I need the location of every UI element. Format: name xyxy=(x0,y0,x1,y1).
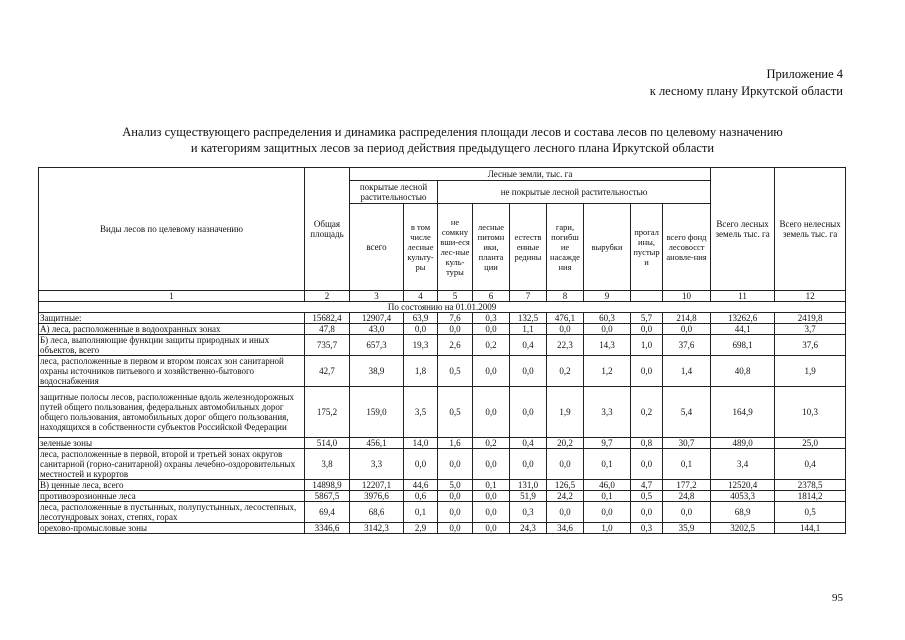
table-cell: 24,2 xyxy=(547,491,584,502)
table-cell: 3346,6 xyxy=(305,523,350,534)
title-line-2: и категориям защитных лесов за период действия предыдущего лесного плана Иркутской области xyxy=(190,141,715,155)
table-cell: 3,7 xyxy=(775,324,846,335)
table-cell: 0,0 xyxy=(473,491,510,502)
appendix-subtitle: к лесному плану Иркутской области xyxy=(649,84,843,98)
table-cell: 0,0 xyxy=(631,502,663,523)
section-title: По состоянию на 01.01.2009 xyxy=(39,302,846,313)
table-row xyxy=(39,523,846,534)
table-cell: 68,9 xyxy=(711,502,775,523)
table-cell: 5,0 xyxy=(438,480,473,491)
appendix-header xyxy=(650,66,843,100)
table-cell: 5,7 xyxy=(631,313,663,324)
table-cell: 0,1 xyxy=(473,480,510,491)
table-row xyxy=(39,356,846,387)
table-cell: 12520,4 xyxy=(711,480,775,491)
table-cell: 0,5 xyxy=(438,387,473,438)
table-cell: 456,1 xyxy=(350,438,404,449)
table-cell: 0,0 xyxy=(547,324,584,335)
table-cell: 175,2 xyxy=(305,387,350,438)
table-cell: 1,1 xyxy=(510,324,547,335)
table-row xyxy=(39,491,846,502)
table-cell: 3,4 xyxy=(711,449,775,480)
row-label: защитные полосы лесов, расположенные вдоль железнодорожных путей общего пользования, федеральных автомобильных дорог общего пользования, автомобильных дорог общего пользования, находящихся в собственности субъектов Российской Федерации xyxy=(39,387,305,438)
table-cell: 0,0 xyxy=(510,449,547,480)
table-cell: 0,0 xyxy=(631,449,663,480)
table-cell: 3142,3 xyxy=(350,523,404,534)
table-cell: 0,0 xyxy=(438,502,473,523)
table-cell: 0,5 xyxy=(438,356,473,387)
table-cell: 0,0 xyxy=(473,387,510,438)
table-cell: 0,2 xyxy=(547,356,584,387)
column-number: 8 xyxy=(547,291,584,302)
table-cell: 14898,9 xyxy=(305,480,350,491)
table-cell: 40,8 xyxy=(711,356,775,387)
table-cell: 38,9 xyxy=(350,356,404,387)
table-cell: 47,8 xyxy=(305,324,350,335)
row-label: леса, расположенные в первой, второй и третьей зонах округов санитарной (горно-санитарной) охраны лечебно-оздоровительных местностей и курортов xyxy=(39,449,305,480)
table-cell: 1,8 xyxy=(404,356,438,387)
table-row xyxy=(39,480,846,491)
column-number: 4 xyxy=(404,291,438,302)
table-cell: 164,9 xyxy=(711,387,775,438)
table-cell: 0,0 xyxy=(584,502,631,523)
table-cell: 1,9 xyxy=(547,387,584,438)
table-cell: 0,2 xyxy=(631,387,663,438)
table-cell: 37,6 xyxy=(663,335,711,356)
row-label: орехово-промысловые зоны xyxy=(39,523,305,534)
table-cell: 3,3 xyxy=(350,449,404,480)
table-cell: 13262,6 xyxy=(711,313,775,324)
table-cell: 0,1 xyxy=(663,449,711,480)
table-cell: 131,0 xyxy=(510,480,547,491)
table-cell: 4053,3 xyxy=(711,491,775,502)
table-cell: 0,4 xyxy=(775,449,846,480)
table-cell: 0,3 xyxy=(473,313,510,324)
table-cell: 22,3 xyxy=(547,335,584,356)
table-cell: 0,0 xyxy=(438,523,473,534)
table-row xyxy=(39,502,846,523)
column-number xyxy=(631,291,663,302)
column-number: 5 xyxy=(438,291,473,302)
table-cell: 132,5 xyxy=(510,313,547,324)
table-cell: 2,6 xyxy=(438,335,473,356)
table-body xyxy=(39,291,846,534)
table-cell: 5867,5 xyxy=(305,491,350,502)
column-number: 2 xyxy=(305,291,350,302)
table-cell: 10,3 xyxy=(775,387,846,438)
table-row xyxy=(39,449,846,480)
table-cell: 69,4 xyxy=(305,502,350,523)
table-cell: 0,0 xyxy=(547,502,584,523)
table-cell: 25,0 xyxy=(775,438,846,449)
row-label: леса, расположенные в пустынных, полупустынных, лесостепных, лесотундровых зонах, степях, горах xyxy=(39,502,305,523)
table-cell: 0,1 xyxy=(584,449,631,480)
column-number: 1 xyxy=(39,291,305,302)
header-covered: покрытые лесной растительностью xyxy=(350,181,438,204)
table-cell: 0,0 xyxy=(510,387,547,438)
table-cell: 735,7 xyxy=(305,335,350,356)
appendix-number: Приложение 4 xyxy=(766,67,843,81)
table-cell: 44,1 xyxy=(711,324,775,335)
header-cuttings: вырубки xyxy=(584,204,631,291)
table-cell: 0,0 xyxy=(473,523,510,534)
header-forest-cultures: в том числе лесные культу-ры xyxy=(404,204,438,291)
table-row xyxy=(39,335,846,356)
table-cell: 0,0 xyxy=(547,449,584,480)
table-cell: 698,1 xyxy=(711,335,775,356)
document-title xyxy=(0,124,905,156)
table-cell: 3,3 xyxy=(584,387,631,438)
table-cell: 60,3 xyxy=(584,313,631,324)
table-cell: 12207,1 xyxy=(350,480,404,491)
header-nonforest-lands-total: Всего нелесных земель тыс. га xyxy=(775,168,846,291)
table-cell: 0,0 xyxy=(404,449,438,480)
column-number: 9 xyxy=(584,291,631,302)
table-cell: 14,3 xyxy=(584,335,631,356)
table-cell: 34,6 xyxy=(547,523,584,534)
table-cell: 0,4 xyxy=(510,438,547,449)
table-cell: 0,0 xyxy=(663,324,711,335)
table-cell: 0,4 xyxy=(510,335,547,356)
forest-distribution-table xyxy=(38,167,846,534)
table-cell: 0,5 xyxy=(775,502,846,523)
table-cell: 0,6 xyxy=(404,491,438,502)
header-forest-type: Виды лесов по целевому назначению xyxy=(39,168,305,291)
table-cell: 126,5 xyxy=(547,480,584,491)
table-cell: 14,0 xyxy=(404,438,438,449)
table-cell: 0,8 xyxy=(631,438,663,449)
page-number: 95 xyxy=(832,592,843,604)
table-cell: 1,4 xyxy=(663,356,711,387)
table-cell: 2,9 xyxy=(404,523,438,534)
table-cell: 15682,4 xyxy=(305,313,350,324)
table-cell: 144,1 xyxy=(775,523,846,534)
table-cell: 19,3 xyxy=(404,335,438,356)
table-cell: 489,0 xyxy=(711,438,775,449)
column-number: 6 xyxy=(473,291,510,302)
header-total-area: Общая площадь xyxy=(305,168,350,291)
table-cell: 4,7 xyxy=(631,480,663,491)
header-forest-lands-total: Всего лесных земель тыс. га xyxy=(711,168,775,291)
header-nurseries: лесные питомн ики, планта ции xyxy=(473,204,510,291)
table-cell: 35,9 xyxy=(663,523,711,534)
table-cell: 0,0 xyxy=(584,324,631,335)
column-number: 10 xyxy=(663,291,711,302)
table-cell: 3976,6 xyxy=(350,491,404,502)
table-cell: 0,0 xyxy=(438,449,473,480)
table-cell: 20,2 xyxy=(547,438,584,449)
header-forest-lands: Лесные земли, тыс. га xyxy=(350,168,711,181)
table-cell: 0,0 xyxy=(510,356,547,387)
table-cell: 37,6 xyxy=(775,335,846,356)
table-cell: 0,1 xyxy=(404,502,438,523)
table-cell: 0,0 xyxy=(473,502,510,523)
row-label: леса, расположенные в первом и втором поясах зон санитарной охраны источников питьевого и хозяйственно-бытового водоснабжения xyxy=(39,356,305,387)
table-cell: 159,0 xyxy=(350,387,404,438)
table-cell: 63,9 xyxy=(404,313,438,324)
table-cell: 9,7 xyxy=(584,438,631,449)
table-cell: 0,2 xyxy=(473,438,510,449)
table-cell: 1,0 xyxy=(631,335,663,356)
table-cell: 24,3 xyxy=(510,523,547,534)
table-cell: 2378,5 xyxy=(775,480,846,491)
row-label: противоэрозионные леса xyxy=(39,491,305,502)
table-cell: 43,0 xyxy=(350,324,404,335)
table-cell: 1,0 xyxy=(584,523,631,534)
title-line-1: Анализ существующего распределения и динамика распределения площади лесов и состава лесов по целевому назначению xyxy=(122,125,783,139)
column-number: 12 xyxy=(775,291,846,302)
table-cell: 1,9 xyxy=(775,356,846,387)
header-unclosed-cultures: не сомкну вши-еся лес-ные куль-туры xyxy=(438,204,473,291)
table-row xyxy=(39,313,846,324)
table-cell: 1814,2 xyxy=(775,491,846,502)
table-cell: 0,0 xyxy=(631,324,663,335)
table-cell: 0,0 xyxy=(631,356,663,387)
table-cell: 0,0 xyxy=(404,324,438,335)
row-label: А) леса, расположенные в водоохранных зонах xyxy=(39,324,305,335)
table-cell: 1,6 xyxy=(438,438,473,449)
table-cell: 42,7 xyxy=(305,356,350,387)
table-cell: 30,7 xyxy=(663,438,711,449)
table-cell: 12907,4 xyxy=(350,313,404,324)
row-label: зеленые зоны xyxy=(39,438,305,449)
table-cell: 0,3 xyxy=(631,523,663,534)
column-number-row xyxy=(39,291,846,302)
table-cell: 0,3 xyxy=(510,502,547,523)
column-number: 11 xyxy=(711,291,775,302)
table-row xyxy=(39,324,846,335)
table-cell: 1,2 xyxy=(584,356,631,387)
table-cell: 0,0 xyxy=(473,324,510,335)
table-cell: 3,5 xyxy=(404,387,438,438)
table-row xyxy=(39,387,846,438)
section-row xyxy=(39,302,846,313)
table-cell: 7,6 xyxy=(438,313,473,324)
table-cell: 0,1 xyxy=(584,491,631,502)
table-cell: 46,0 xyxy=(584,480,631,491)
header-not-covered: не покрытые лесной растительностью xyxy=(438,181,711,204)
table-cell: 5,4 xyxy=(663,387,711,438)
header-natural-gaps: естеств енные редины xyxy=(510,204,547,291)
table-row xyxy=(39,438,846,449)
header-covered-all: всего xyxy=(350,204,404,291)
column-number: 7 xyxy=(510,291,547,302)
table-cell: 514,0 xyxy=(305,438,350,449)
table-cell: 0,0 xyxy=(663,502,711,523)
row-label: В) ценные леса, всего xyxy=(39,480,305,491)
table-cell: 0,0 xyxy=(438,491,473,502)
table-cell: 24,8 xyxy=(663,491,711,502)
table-cell: 0,0 xyxy=(473,356,510,387)
table-cell: 2419,8 xyxy=(775,313,846,324)
table-cell: 214,8 xyxy=(663,313,711,324)
table-cell: 657,3 xyxy=(350,335,404,356)
table-cell: 0,0 xyxy=(438,324,473,335)
table-cell: 177,2 xyxy=(663,480,711,491)
column-number: 3 xyxy=(350,291,404,302)
table-cell: 0,5 xyxy=(631,491,663,502)
table-cell: 476,1 xyxy=(547,313,584,324)
table-cell: 3202,5 xyxy=(711,523,775,534)
row-label: Б) леса, выполняющие функции защиты природных и иных объектов, всего xyxy=(39,335,305,356)
table-cell: 0,2 xyxy=(473,335,510,356)
row-label: Защитные: xyxy=(39,313,305,324)
table-cell: 3,8 xyxy=(305,449,350,480)
table-cell: 0,0 xyxy=(473,449,510,480)
header-glades: прогал ины, пустыр и xyxy=(631,204,663,291)
header-regeneration-fund: всего фонд лесовосст ановле-ния xyxy=(663,204,711,291)
header-burned: гари, погибш ие насажде ния xyxy=(547,204,584,291)
table-cell: 51,9 xyxy=(510,491,547,502)
table-cell: 68,6 xyxy=(350,502,404,523)
table-cell: 44,6 xyxy=(404,480,438,491)
